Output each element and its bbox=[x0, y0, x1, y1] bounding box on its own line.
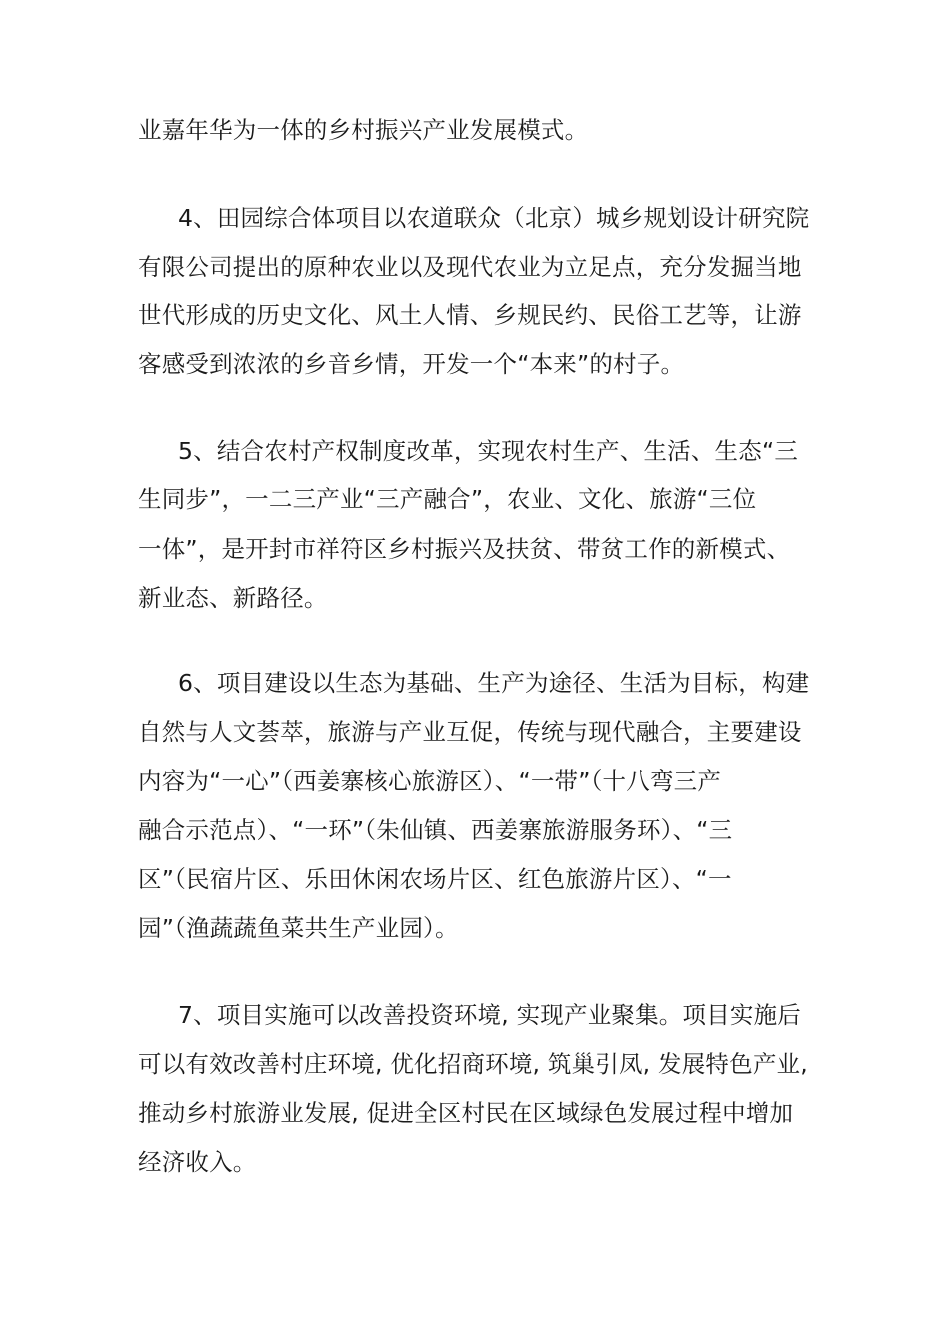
text-line: 经济收入。 bbox=[138, 1148, 257, 1176]
text-line: 4、田园综合体项目以农道联众（北京）城乡规划设计研究院 bbox=[178, 204, 810, 232]
text-line: 区”（民宿片区、乐田休闲农场片区、红色旅游片区）、“一 bbox=[138, 865, 732, 893]
text-line: 有限公司提出的原种农业以及现代农业为立足点，充分发掘当地 bbox=[138, 253, 802, 281]
text-line: 7、项目实施可以改善投资环境, 实现产业聚集。项目实施后 bbox=[178, 1001, 801, 1029]
text-line: 园”（渔蔬蔬鱼菜共生产业园）。 bbox=[138, 914, 459, 942]
text-line: 5、结合农村产权制度改革，实现农村生产、生活、生态“三 bbox=[178, 437, 799, 465]
text-line: 推动乡村旅游业发展, 促进全区村民在区域绿色发展过程中增加 bbox=[138, 1099, 794, 1127]
text-line: 融合示范点）、“一环”（朱仙镇、西姜寨旅游服务环）、“三 bbox=[138, 816, 733, 844]
text-line: 内容为“一心”（西姜寨核心旅游区）、“一带”（十八弯三产 bbox=[138, 767, 722, 795]
text-line: 世代形成的历史文化、风土人情、乡规民约、民俗工艺等，让游 bbox=[138, 301, 802, 329]
text-line: 自然与人文荟萃，旅游与产业互促，传统与现代融合，主要建设 bbox=[138, 718, 802, 746]
text-line: 生同步”，一二三产业“三产融合”，农业、文化、旅游“三位 bbox=[138, 485, 757, 513]
text-line: 6、项目建设以生态为基础、生产为途径、生活为目标，构建 bbox=[178, 669, 810, 697]
text-line: 可以有效改善村庄环境, 优化招商环境, 筑巢引凤, 发展特色产业, bbox=[138, 1050, 808, 1078]
text-line: 一体”，是开封市祥符区乡村振兴及扶贫、带贫工作的新模式、 bbox=[138, 535, 791, 563]
text-line: 业嘉年华为一体的乡村振兴产业发展模式。 bbox=[138, 116, 589, 144]
text-line: 客感受到浓浓的乡音乡情，开发一个“本来”的村子。 bbox=[138, 350, 685, 378]
text-line: 新业态、新路径。 bbox=[138, 584, 328, 612]
